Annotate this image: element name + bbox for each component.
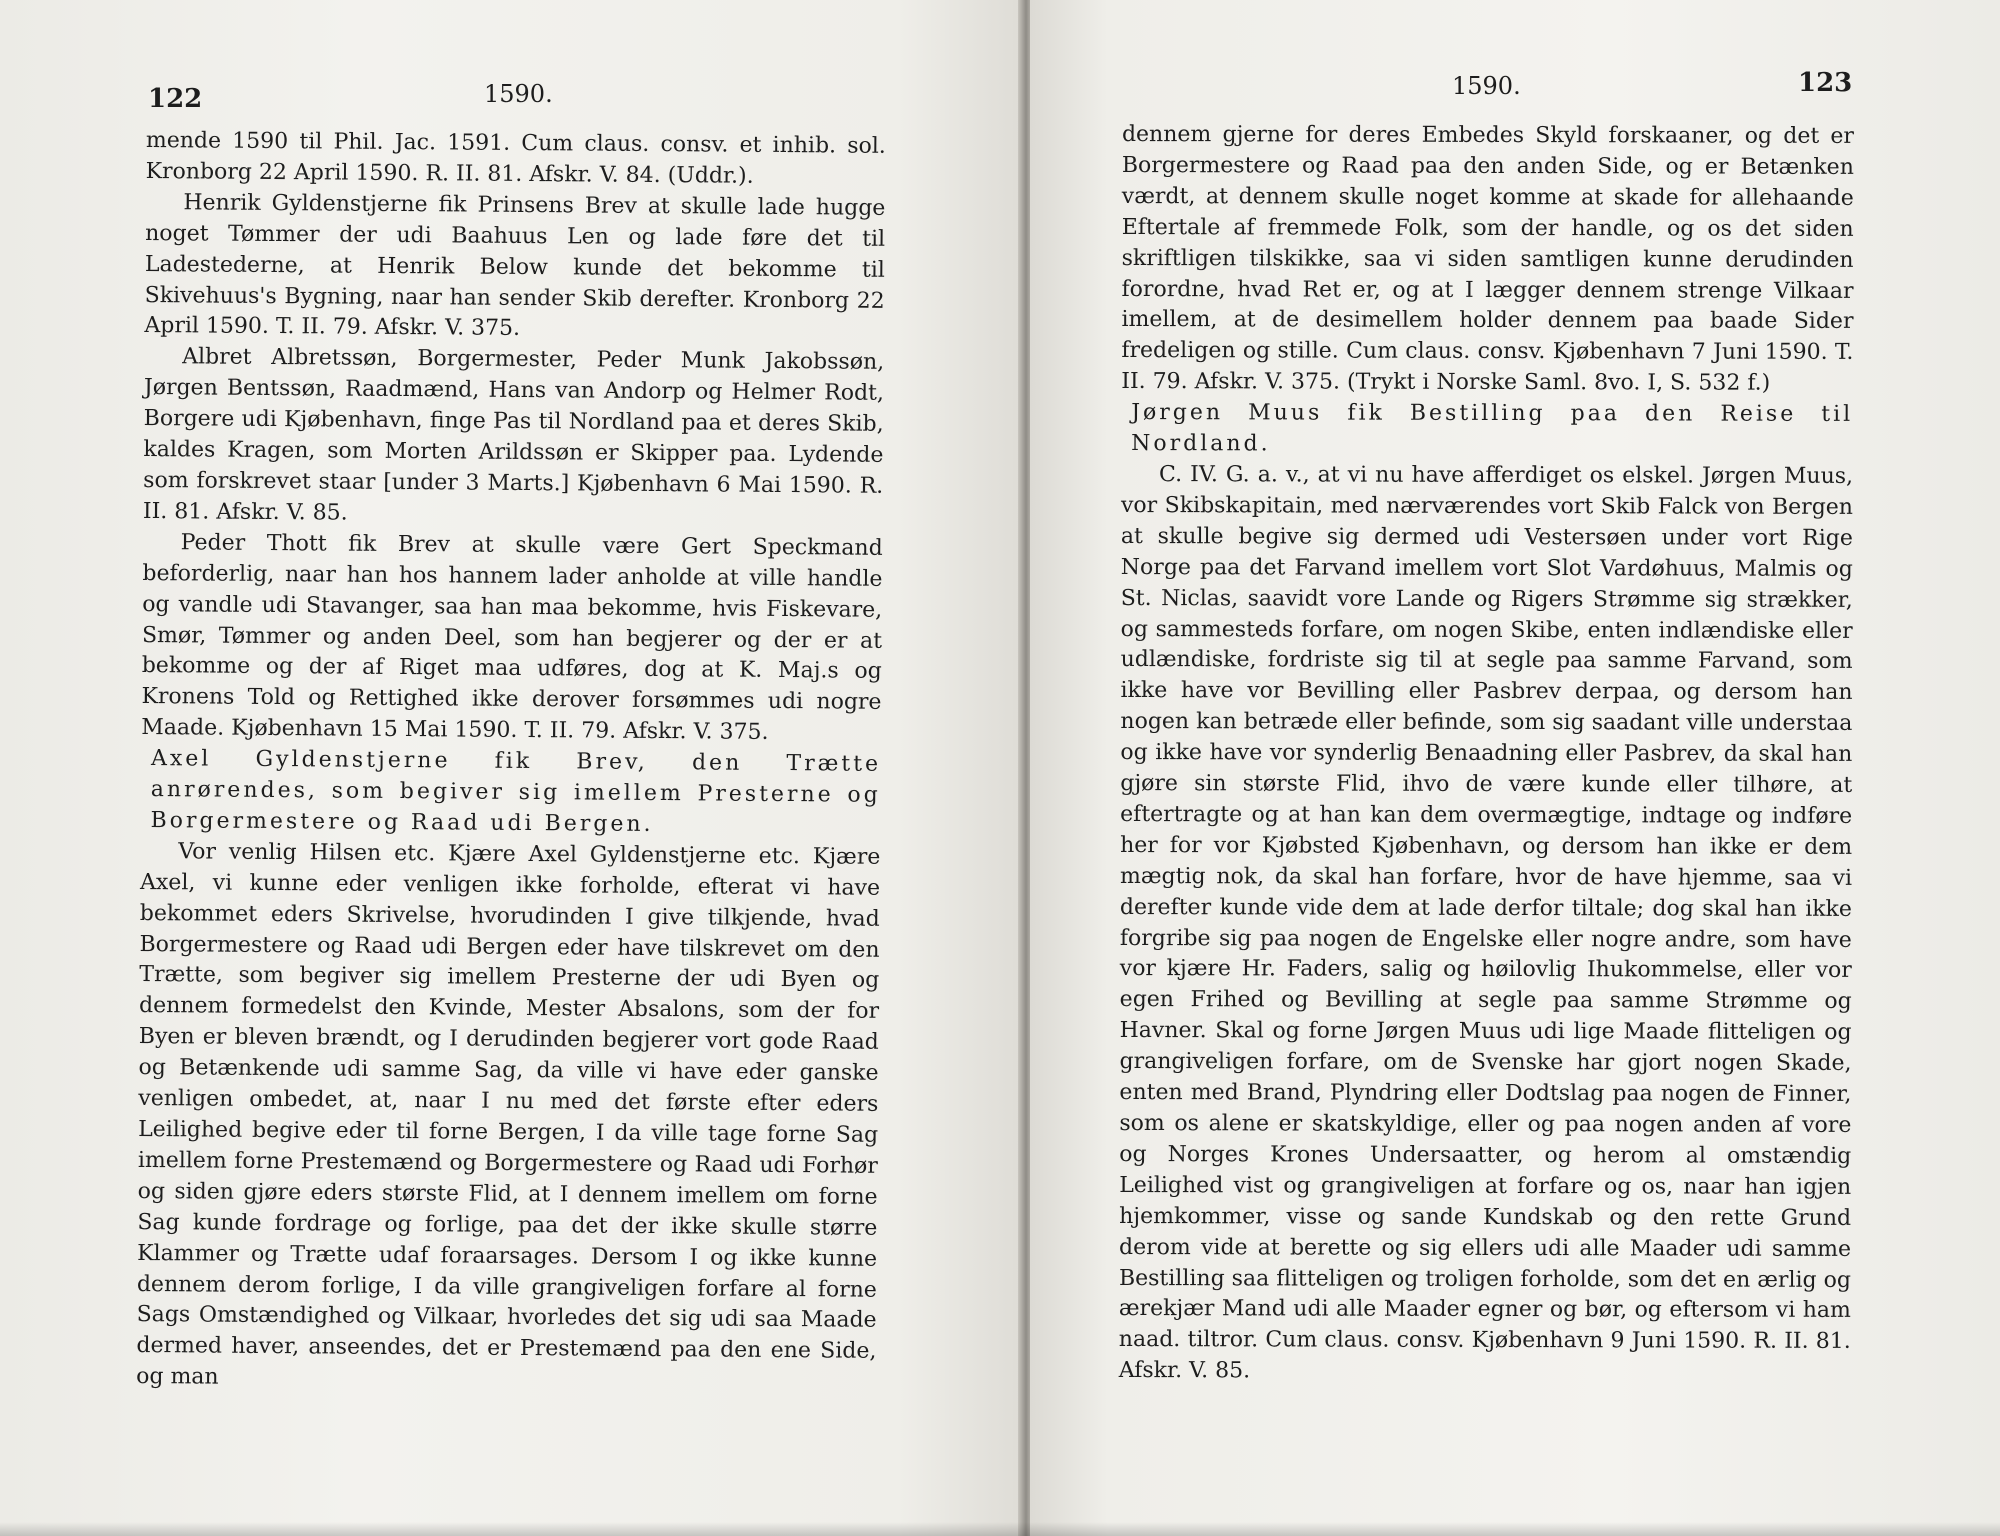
left-paragraph-1: mende 1590 til Phil. Jac. 1591. Cum claus. consv. et inhib. sol. Kronborg 22 April 1590. R. II. 81. Afskr. V. 84. (Uddr.).: [145, 127, 886, 189]
left-paragraph-3: Albret Albretssøn, Borgermester, Peder Munk Jakobssøn, Jørgen Bentssøn, Raadmænd, Hans van Andorp og Helmer Rodt, Borgere udi Kjøbenhavn, finge Pas til Nordland paa et deres Skib, kaldes Kragen, som Morten Arildssøn er Skipper paa. Lydende som forskrevet staar [under 3 Marts.] Kjøbenhavn 6 Mai 1590. R. II. 81. Afskr. V. 85.: [142, 344, 885, 526]
right-text-block: [1119, 120, 1854, 1389]
left-paragraph-4: Peder Thott fik Brev at skulle være Gert Speckmand beforderlig, naar han hos hannem lader anholde at ville handle og vandle udi Stavanger, saa han maa bekomme, hvis Fiskevare, Smør, Tømmer og anden Deel, som han begjerer og der er at bekomme og der af Riget maa udføres, dog at K. Maj.s og Kronens Told og Rettighed ikke derover forsømmes udi nogre Maade. Kjøbenhavn 15 Mai 1590. T. II. 79. Afskr. V. 375.: [141, 530, 883, 746]
left-paragraph-6: Vor venlig Hilsen etc. Kjære Axel Gyldenstjerne etc. Kjære Axel, vi kunne eder venligen ikke forholde, efterat vi have bekommet eders Skrivelse, hvorudinden I give tilkjende, hvad Borgermestere og Raad udi Bergen eder have tilskrevet om den Trætte, som begiver sig imellem Presterne der udi Byen og dennem formedelst den Kvinde, Mester Absalons, som der for Byen er bleven brændt, og I derudinden begjerer vort gode Raad og Betænkende udi samme Sag, da ville vi have eder ganske venligen ombedet, at, naar I nu med det første efter eders Leilighed begive eder til forne Bergen, I da ville tage forne Sag imellem forne Prestemænd og Borgermestere og Raad udi Forhør og siden gjøre eders største Flid, at I dennem imellem om forne Sag kunde fordrage og forlige, paa det der ikke skulle større Klammer og Trætte udaf foraarsages. Dersom I og ikke kunne dennem derom forlige, I da ville grangiveligen forfare al forne Sags Omstændighed og Vilkaar, hvorledes det sig udi saa Maade dermed haver, anseendes, det er Prestemænd paa den ene Side, og man: [136, 839, 881, 1390]
left-paragraph-2: Henrik Gyldenstjerne fik Prinsens Brev at skulle lade hugge noget Tømmer der udi Baahuus Len og lade føre det til Ladestederne, at Henrik Below kunde det bekomme til Skivehuus's Bygning, naar han sender Skib derefter. Kronborg 22 April 1590. T. II. 79. Afskr. V. 375.: [144, 190, 886, 342]
right-paragraph-1: dennem gjerne for deres Embedes Skyld forskaaner, og det er Borgermestere og Raad paa den anden Side, og er Betænken værdt, at dennem skulle noget komme at skade for allehaande Eftertale af fremmede Folk, som der handle, og os det siden skriftligen tilskikke, saa vi siden samtligen kunne derudinden forordne, hvad Ret er, og at I lægger dennem strenge Vilkaar imellem, at de desimellem holder dennem paa baade Sider fredeligen og stille. Cum claus. consv. Kjøbenhavn 7 Juni 1590. T. II. 79. Afskr. V. 375. (Trykt i Norske Saml. 8vo. I, S. 532 f.): [1121, 121, 1854, 396]
right-page-number: 123: [1798, 68, 1853, 98]
bottom-edge-shadow: [0, 1522, 2000, 1536]
left-text-block: [136, 126, 886, 1399]
right-page: [1030, 0, 2000, 1536]
right-running-head-year: 1590.: [1452, 72, 1521, 100]
left-paragraph-5-heading: Axel Gyldenstjerne fik Brev, den Trætte anrørendes, som begiver sig imellem Presterne og Borgermestere og Raad udi Bergen.: [150, 746, 882, 837]
right-paragraph-3: C. IV. G. a. v., at vi nu have afferdiget os elskel. Jørgen Muus, vor Skibskapitain, med nærværendes vort Skib Falck von Bergen at skulle begive sig dermed udi Vestersøen under vort Rige Norge paa det Farvand imellem vort Slot Vardøhuus, Malmis og St. Niclas, saavidt vore Lande og Rigers Strømme sig strækker, og sammesteds forfare, om nogen Skibe, enten indlændiske eller udlændiske, fordriste sig til at segle paa samme Farvand, som ikke have vor Bevilling eller Pasbrev derpaa, og dersom han nogen kan betræde eller befinde, som sig saadant ville understaa og ikke have vor synderlig Benaadning eller Pasbrev, da skal han gjøre sin største Flid, ihvo de være kunde eller tilhøre, at eftertragte og at han kan dem overmægtige, indtage og indføre her for vor Kjøbsted Kjøbenhavn, og dersom han ikke er dem mægtig nok, da skal han forfare, hvor de have hjemme, saa vi derefter kunde vide dem at lade derfor tiltale; dog skal han ikke forgribe sig paa nogen de Engelske eller nogre andre, som have vor kjære Hr. Faders, salig og høilovlig Ihukommelse, eller vor egen Frihed og Bevilling at segle paa samme Strømme og Havner. Skal og forne Jørgen Muus udi lige Maade flitteligen og grangiveligen forfare, om de Svenske har gjort nogen Skade, enten med Brand, Plyndring eller Dodtslag paa nogen de Finner, som os alene er skatskyldige, eller og paa nogen anden af vore og Norges Krones Undersaatter, og herom al omstændig Leilighed vist og grangiveligen at forfare og os, naar han igjen hjemkommer, visse og sande Kundskab og den rette Grund derom vide at berette og sig ellers udi alle Maader udi samme Bestilling saa flitteligen og troligen forholde, som det en ærlig og ærekjær Mand udi alle Maader egner og bør, og eftersom vi ham naad. tiltror. Cum claus. consv. Kjøbenhavn 9 Juni 1590. R. II. 81. Afskr. V. 85.: [1118, 462, 1854, 1384]
left-page-number: 122: [148, 84, 203, 114]
right-paragraph-2-heading: Jørgen Muus fik Bestilling paa den Reise til Nordland.: [1131, 400, 1854, 457]
left-running-head-year: 1590.: [484, 80, 553, 108]
